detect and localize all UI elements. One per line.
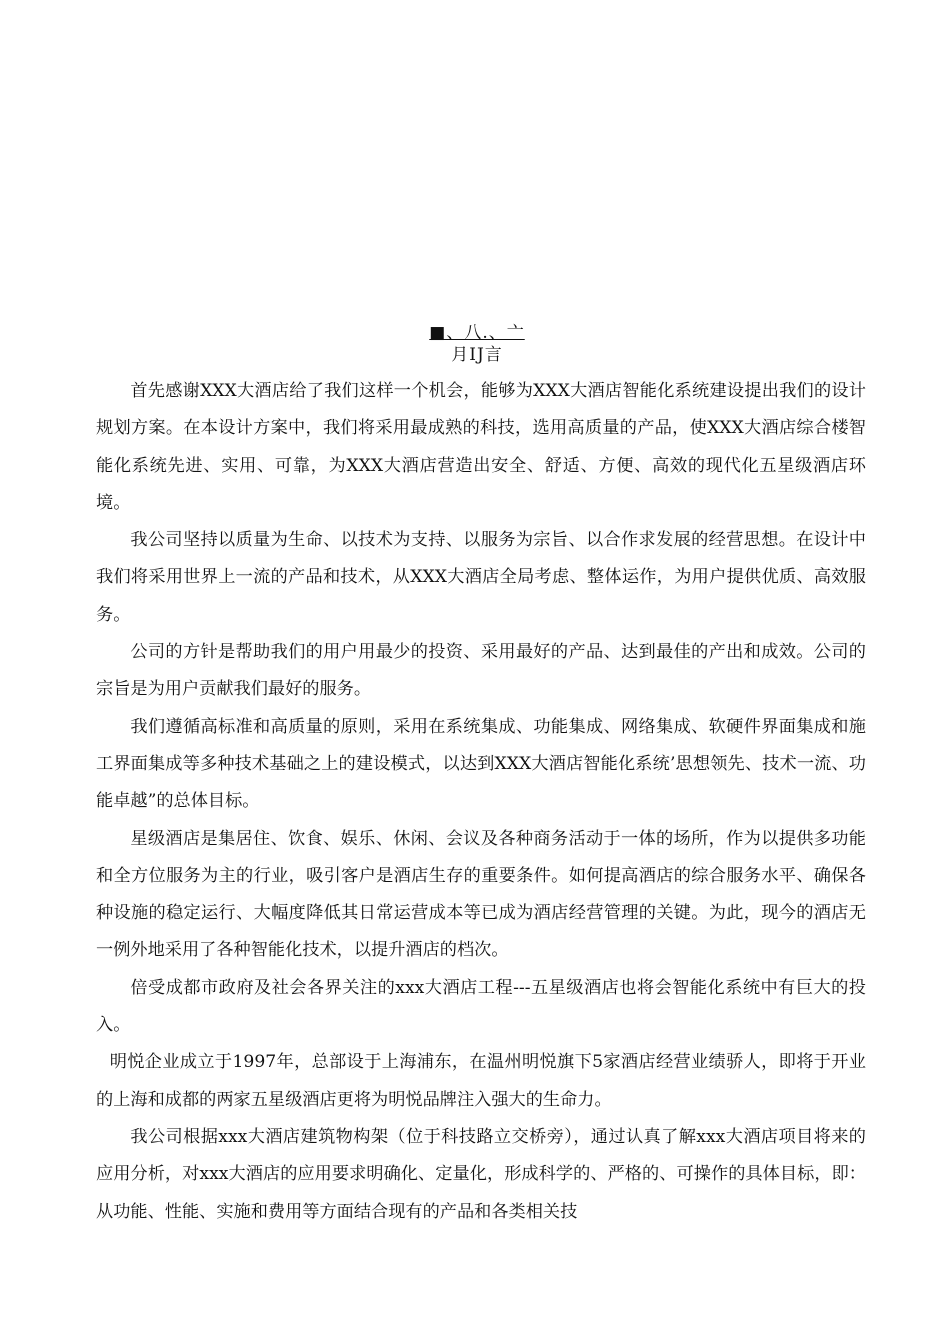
- paragraph-company-philosophy: 我公司坚持以质量为生命、以技术为支持、以服务为宗旨、以合作求发展的经营思想。在设计中我们将采用世界上一流的产品和技术，从XXX大酒店全局考虑、整体运作，为用户提供优质、高效服务。: [96, 530, 866, 625]
- document-body: [96, 373, 866, 1231]
- paragraph-project-attention: 倍受成都市政府及社会各界关注的xxx大酒店工程---五星级酒店也将会智能化系统中有巨大的投入。: [96, 977, 866, 1036]
- heading-garbled-line: ■、八.、亠: [429, 323, 525, 343]
- heading-title-preface: 月IJ言: [451, 345, 503, 365]
- paragraph-design-principles: 我们遵循高标准和高质量的原则，采用在系统集成、功能集成、网络集成、软硬件界面集成和施工界面集成等多种技术基础之上的建设模式，以达到XXX大酒店智能化系统’思想领先、技术一流、功能卓越”的总体目标。: [96, 716, 866, 812]
- paragraph-project-analysis: 我公司根据xxx大酒店建筑物构架（位于科技路立交桥旁），通过认真了解xxx大酒店项目将来的应用分析，对xxx大酒店的应用要求明确化、定量化，形成科学的、严格的、可操作的具体目标，即：从功能、性能、实施和费用等方面结合现有的产品和各类相关技: [96, 1126, 866, 1222]
- paragraph-thanks: 首先感谢XXX大酒店给了我们这样一个机会，能够为XXX大酒店智能化系统建设提出我们的设计规划方案。在本设计方案中，我们将采用最成熟的科技，选用高质量的产品，使XXX大酒店综合楼智能化系统先进、实用、可靠，为XXX大酒店营造出安全、舒适、方便、高效的现代化五星级酒店环境。: [96, 381, 866, 513]
- paragraph-mingyue-enterprise: 明悦企业成立于1997年，总部设于上海浦东，在温州明悦旗下5家酒店经营业绩骄人，即将于开业的上海和成都的两家五星级酒店更将为明悦品牌注入强大的生命力。: [96, 1052, 866, 1110]
- document-heading: [0, 322, 950, 366]
- paragraph-company-policy: 公司的方针是帮助我们的用户用最少的投资、采用最好的产品、达到最佳的产出和成效。公司的宗旨是为用户贡献我们最好的服务。: [96, 642, 866, 700]
- paragraph-star-hotel: 星级酒店是集居住、饮食、娱乐、休闲、会议及各种商务活动于一体的场所，作为以提供多功能和全方位服务为主的行业，吸引客户是酒店生存的重要条件。如何提高酒店的综合服务水平、确保各种设施的稳定运行、大幅度降低其日常运营成本等已成为酒店经营管理的关键。为此，现今的酒店无一例外地采用了各种智能化技术，以提升酒店的档次。: [96, 828, 866, 961]
